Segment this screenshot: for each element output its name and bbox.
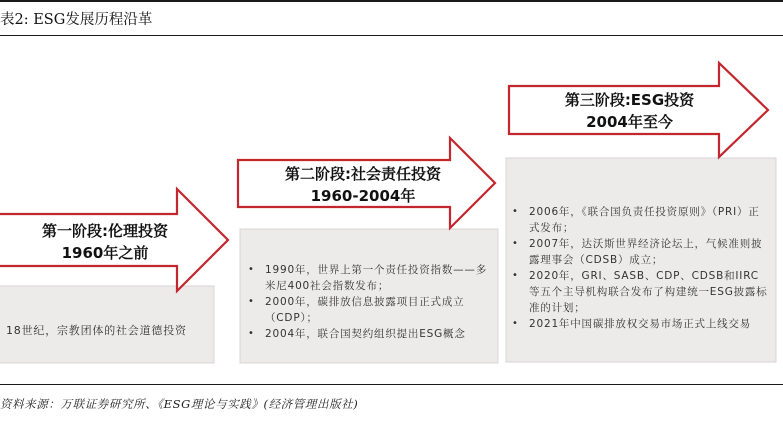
list-item: • 1990年，世界上第一个责任投资指数——多米尼400社会指数发布； bbox=[248, 264, 488, 292]
diagram-title: 表2: ESG发展历程沿革 bbox=[0, 12, 153, 28]
stage2-period: 1960-2004年 bbox=[310, 187, 416, 205]
stage2-label bbox=[248, 163, 478, 207]
stage2-name: 第二阶段:社会责任投资 bbox=[285, 165, 441, 183]
list-item: • 2007年，达沃斯世界经济论坛上，气候准则披露理事会（CDSB）成立； bbox=[512, 238, 763, 266]
list-item: • 2021年中国碳排放权交易市场正式上线交易 bbox=[512, 318, 752, 330]
stage3-label bbox=[512, 89, 747, 133]
list-item: • 2004年，联合国契约组织提出ESG概念 bbox=[248, 328, 466, 340]
stage1-item: 18世纪，宗教团体的社会道德投资 bbox=[6, 324, 187, 337]
list-item: • 2006年，《联合国负责任投资原则》（PRI）正式发布； bbox=[512, 206, 760, 234]
list-item: • 2000年，碳排放信息披露项目正式成立（CDP）； bbox=[248, 296, 465, 324]
bottom-rule bbox=[0, 384, 783, 385]
stage2-list bbox=[248, 262, 488, 342]
source-note: 资料来源：万联证券研究所、《ESG理论与实践》(经济管理出版社) bbox=[0, 397, 359, 411]
stage3-name: 第三阶段:ESG投资 bbox=[564, 91, 695, 109]
stage3-list bbox=[512, 204, 770, 332]
stage1-name: 第一阶段:伦理投资 bbox=[42, 222, 168, 240]
stage3-period: 2004年至今 bbox=[586, 113, 673, 131]
stage1-label bbox=[0, 220, 210, 264]
list-item: • 2020年，GRI、SASB、CDP、CDSB和IIRC等五个主导机构联合发布了构建统一ESG披露标准的计划； bbox=[512, 270, 768, 314]
stage1-period: 1960年之前 bbox=[61, 244, 149, 262]
